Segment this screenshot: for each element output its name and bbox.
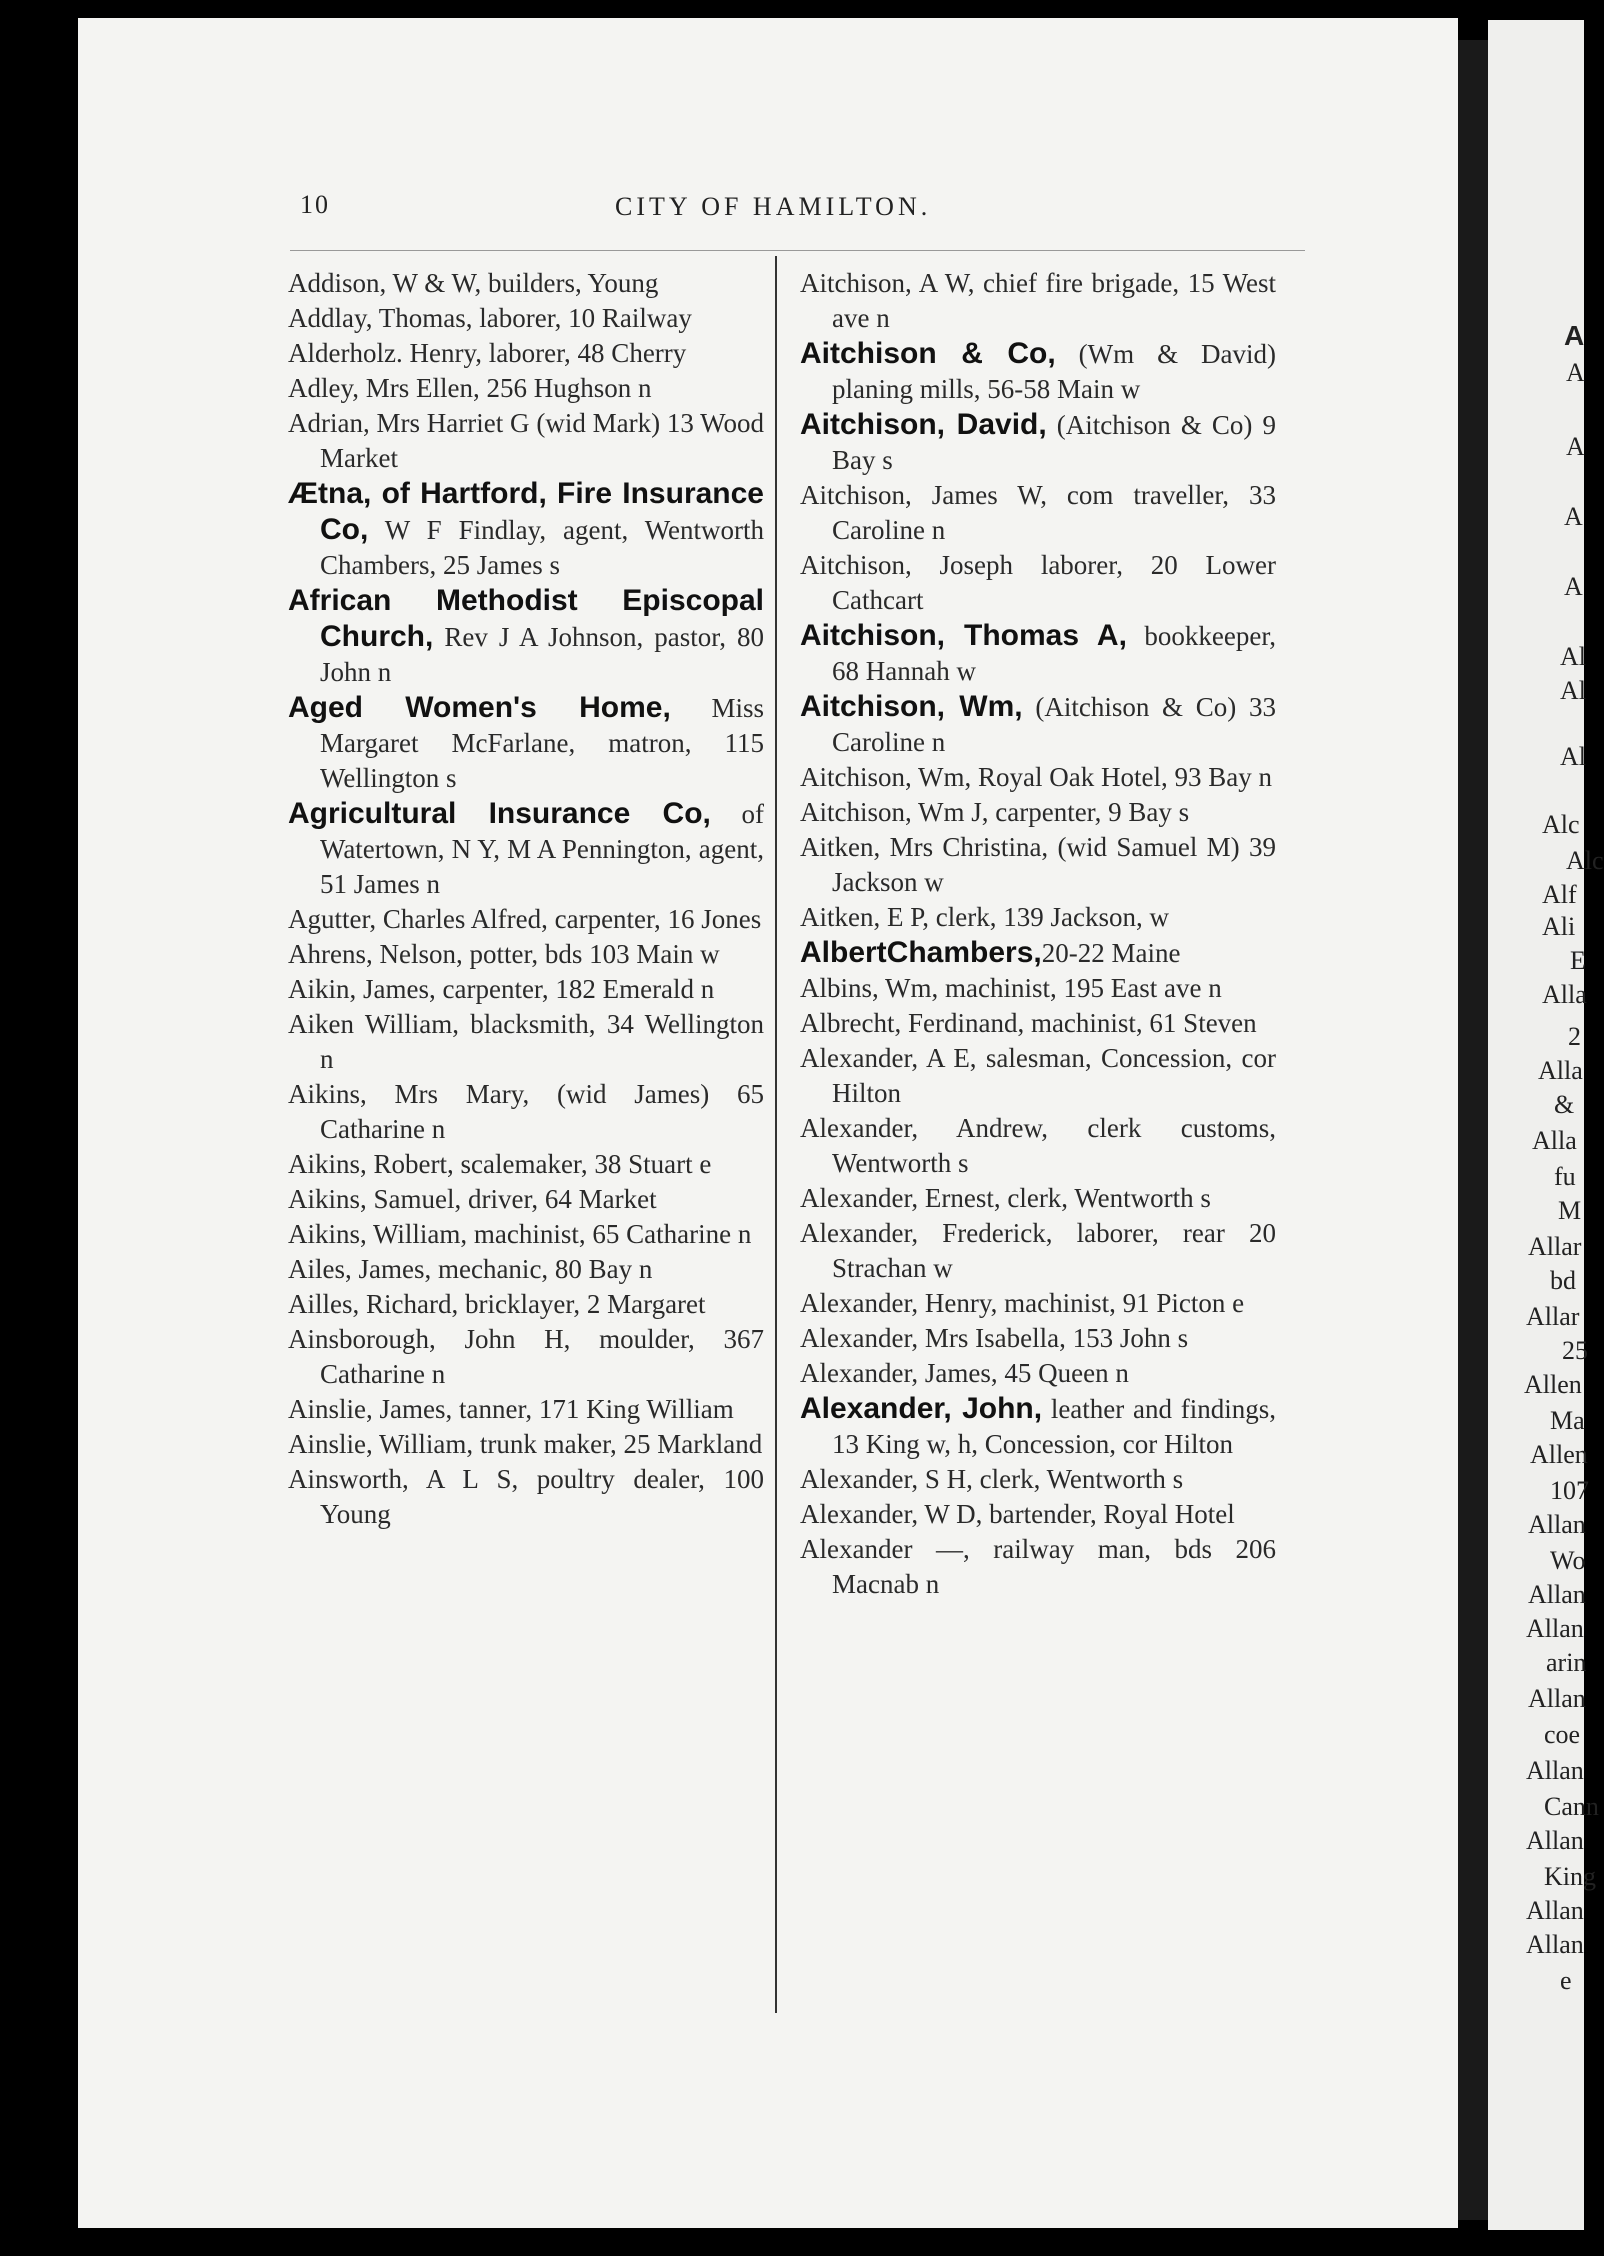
entry-details: A L S, poultry dealer, 100 Young [320,1464,764,1529]
entry-details: E P, clerk, 139 Jackson, w [880,902,1169,932]
left-column [288,266,764,1532]
adjacent-page-fragment: Wo [1550,1546,1586,1575]
directory-entry [288,583,764,690]
entry-name: Aitchison, [800,268,912,298]
entry-name: Ailles, [288,1289,360,1319]
adjacent-page-fragment: Allar [1528,1232,1582,1261]
adjacent-page-fragment: Alla [1532,1126,1577,1155]
directory-entry [800,1321,1276,1356]
entry-name: Aitchison & Co, [800,337,1056,370]
directory-entry [288,1217,764,1252]
adjacent-page-fragment: E [1570,946,1586,975]
entry-name: Ahrens, [288,939,373,969]
entry-details: Richard, bricklayer, 2 Margaret [359,1289,706,1319]
entry-name: Alexander —, [800,1534,970,1564]
directory-entry [800,548,1276,618]
adjacent-page-fragment: Ali [1542,912,1576,941]
entry-name: Aikins, [288,1184,367,1214]
directory-entry [288,371,764,406]
directory-entry [288,1147,764,1182]
adjacent-page-fragment: A [1564,502,1583,531]
directory-entry [288,796,764,902]
entry-details: Nelson, potter, bds 103 Main w [372,939,720,969]
directory-entry [288,1427,764,1462]
entry-name: Aitken, [800,832,881,862]
entry-details: Ferdinand, machinist, 61 Steven [901,1008,1257,1038]
directory-entry [800,1356,1276,1391]
entry-name: Alexander, [800,1183,919,1213]
directory-entry [800,1462,1276,1497]
directory-entry [288,1077,764,1147]
entry-details: Ernest, clerk, Wentworth s [918,1183,1211,1213]
entry-details: Thomas, laborer, 10 Railway [372,303,692,333]
entry-name: Aikins, [288,1149,367,1179]
entry-name: Adrian, [288,408,370,438]
entry-details: William, machinist, 65 Catharine n [366,1219,752,1249]
directory-entry [288,1462,764,1532]
entry-details: James, carpenter, 182 Emerald n [356,974,715,1004]
entry-details: Robert, scalemaker, 38 Stuart e [366,1149,712,1179]
entry-name: Aitchison, Wm, [800,690,1023,723]
entry-name: Aitchison, David, [800,408,1047,441]
entry-details: Mrs Mary, (wid James) 65 Catharine n [320,1079,764,1144]
entry-details: Mrs Isabella, 153 John s [918,1323,1189,1353]
adjacent-page-fragment: Allan [1526,1896,1584,1925]
directory-entry [800,900,1276,935]
adjacent-page-fragment: A [1566,432,1585,461]
adjacent-page-fragment: A [1564,572,1583,601]
directory-entry [800,689,1276,760]
adjacent-page-fragment: coe [1544,1720,1581,1749]
directory-entry [288,690,764,796]
adjacent-page-fragment: M [1558,1196,1582,1225]
entry-name: Alexander, [800,1113,919,1143]
adjacent-page-fragment: Allan [1528,1580,1586,1609]
entry-details: William, blacksmith, 34 Wellington n [320,1009,764,1074]
directory-entry [288,1287,764,1322]
entry-name: Ainsborough, [288,1324,436,1354]
adjacent-page-fragment: Allan [1528,1684,1586,1713]
entry-details: A W, chief fire brigade, 15 West ave n [832,268,1276,333]
entry-name: Ainslie, [288,1429,373,1459]
entry-details: W D, bartender, Royal Hotel [918,1499,1235,1529]
directory-entry [288,266,764,301]
adjacent-page-fragment: Allan [1528,1510,1586,1539]
entry-name: Alexander, [800,1358,919,1388]
directory-entry [800,618,1276,689]
entry-name: Addison, [288,268,387,298]
entry-details: (Aitchison & Co) 9 Bay s [832,410,1276,475]
entry-details: railway man, bds 206 Macnab n [832,1534,1276,1599]
directory-entry [288,902,764,937]
adjacent-page-fragment: & [1554,1090,1575,1119]
adjacent-page-fragment: Al [1560,742,1586,771]
adjacent-page-edge [1488,20,1604,2230]
entry-name: Alexander, [800,1499,919,1529]
entry-name: Aitken, [800,902,881,932]
entry-details: Mrs Harriet G (wid Mark) 13 Wood Market [320,408,764,473]
directory-entry [288,972,764,1007]
entry-name: Albrecht, [800,1008,902,1038]
adjacent-page-fragment: Cann [1544,1792,1599,1821]
entry-details: S H, clerk, Wentworth s [918,1464,1184,1494]
entry-name: Aikins, [288,1219,367,1249]
entry-name: Agutter, [288,904,377,934]
directory-entry [288,1322,764,1392]
directory-entry [800,935,1276,971]
directory-entry [288,336,764,371]
entry-details: John H, moulder, 367 Catharine n [320,1324,764,1389]
directory-entry [800,795,1276,830]
entry-name: Aitchison, [800,762,912,792]
directory-entry [288,1007,764,1077]
entry-name: Agricultural Insurance Co, [288,797,711,830]
adjacent-page-fragment: Al [1560,676,1586,705]
adjacent-page-fragment: Alc [1542,810,1580,839]
adjacent-page-fragment: Allen [1530,1440,1588,1469]
directory-entry [800,1041,1276,1111]
directory-entry [800,830,1276,900]
directory-entry [800,760,1276,795]
entry-name: Ainslie, [288,1394,373,1424]
directory-entry [288,476,764,583]
adjacent-page-fragment: Allan [1526,1930,1584,1959]
entry-name: Alderholz. [288,338,403,368]
header-rule [290,250,1305,251]
page-number: 10 [300,190,330,219]
adjacent-page-fragment: Allan [1526,1614,1584,1643]
entry-details: William, trunk maker, 25 Markland [372,1429,763,1459]
entry-name: Aitchison, Thomas A, [800,619,1127,652]
page-header [300,190,1000,230]
directory-entry [800,478,1276,548]
entry-details: Samuel, driver, 64 Market [366,1184,657,1214]
entry-name: Aitchison, [800,797,912,827]
adjacent-page-fragment: Allan [1526,1756,1584,1785]
entry-details: James, 45 Queen n [918,1358,1129,1388]
entry-details: Frederick, laborer, rear 20 Strachan w [832,1218,1276,1283]
directory-entry [800,1391,1276,1462]
entry-name: Alexander, [800,1218,919,1248]
entry-name: Aged Women's Home, [288,691,671,724]
entry-details: of Watertown, N Y, M A Pennington, agent, 51 James n [320,799,764,899]
adjacent-page-fragment: 107 [1550,1476,1589,1505]
entry-details: W F Findlay, agent, Wentworth Chambers, 25 James s [320,515,764,580]
entry-details: 20-22 Maine [1041,938,1181,968]
directory-entry [800,1181,1276,1216]
entry-details: (Aitchison & Co) 33 Caroline n [832,692,1276,757]
right-column [800,266,1276,1602]
page-gutter [1458,40,1488,2220]
entry-details: (Wm & David) planing mills, 56-58 Main w [832,339,1276,404]
adjacent-page-fragment: bd [1550,1266,1576,1295]
adjacent-page-fragment: arin [1546,1648,1587,1677]
entry-details: bookkeeper, 68 Hannah w [832,621,1276,686]
adjacent-page-fragment: 2 [1568,1022,1581,1051]
entry-name: Alexander, John, [800,1392,1043,1425]
entry-details: James, mechanic, 80 Bay n [351,1254,653,1284]
entry-name: Aitchison, [800,550,912,580]
adjacent-page-fragment: Al [1560,642,1586,671]
directory-entry [800,1006,1276,1041]
adjacent-page-fragment: 25 [1562,1336,1588,1365]
entry-details: Henry, laborer, 48 Cherry [402,338,687,368]
directory-entry [800,1286,1276,1321]
entry-name: Alexander, [800,1323,919,1353]
entry-details: leather and findings, 13 King w, h, Concession, cor Hilton [832,1394,1276,1459]
entry-details: Andrew, clerk customs, Wentworth s [832,1113,1276,1178]
entry-name: Aitchison, [800,480,912,510]
entry-name: Addlay, [288,303,373,333]
entry-name: Albins, [800,973,879,1003]
entry-name: Aikin, [288,974,357,1004]
entry-details: Wm, machinist, 195 East ave n [878,973,1222,1003]
directory-entry [800,336,1276,407]
directory-entry [288,301,764,336]
entry-name: Aiken [288,1009,354,1039]
running-title: CITY OF HAMILTON. [615,192,932,221]
entry-details: Mrs Ellen, 256 Hughson n [358,373,652,403]
entry-name: Alexander, [800,1043,919,1073]
adjacent-page-fragment: Alla [1538,1056,1583,1085]
entry-name: African Methodist Episcopal Church, [288,584,764,653]
directory-entry [800,266,1276,336]
adjacent-page-fragment: Allen [1524,1370,1582,1399]
adjacent-page-fragment: A [1566,358,1585,387]
adjacent-page-fragment: Alf [1542,880,1577,909]
adjacent-page-fragment: Allan [1526,1826,1584,1855]
entry-name: Aikins, [288,1079,367,1109]
entry-details: Wm, Royal Oak Hotel, 93 Bay n [911,762,1272,792]
adjacent-page-fragment: Alla [1542,980,1587,1009]
adjacent-page-fragment: e [1560,1966,1572,1995]
entry-name: Adley, [288,373,359,403]
entry-details: James W, com traveller, 33 Caroline n [832,480,1276,545]
entry-name: Alexander, [800,1288,919,1318]
directory-entry [800,1216,1276,1286]
entry-details: Miss Margaret McFarlane, matron, 115 Wellington s [320,693,764,793]
adjacent-page-fragment: King [1544,1862,1596,1891]
entry-name: AlbertChambers, [800,936,1042,969]
directory-entry [800,1532,1276,1602]
entry-details: Rev J A Johnson, pastor, 80 John n [320,622,764,687]
directory-entry [288,406,764,476]
entry-details: W & W, builders, Young [386,268,659,298]
adjacent-page-fragment: Ma [1550,1406,1585,1435]
directory-entry [800,1111,1276,1181]
directory-entry [800,407,1276,478]
entry-name: Alexander, [800,1464,919,1494]
entry-details: Charles Alfred, carpenter, 16 Jones [376,904,762,934]
directory-entry [800,1497,1276,1532]
entry-name: Ainsworth, [288,1464,409,1494]
adjacent-page-fragment: A [1564,320,1585,351]
entry-name: Ætna, of Hartford, Fire Insurance Co, [288,477,764,546]
adjacent-page-fragment: fu [1554,1162,1576,1191]
directory-entry [288,1252,764,1287]
directory-entry [288,1392,764,1427]
entry-details: A E, salesman, Concession, cor Hilton [832,1043,1276,1108]
entry-details: Henry, machinist, 91 Picton e [918,1288,1245,1318]
adjacent-page-fragment: Allar [1526,1302,1580,1331]
directory-entry [800,971,1276,1006]
adjacent-page-fragment: Alc [1566,846,1604,875]
entry-details: Joseph laborer, 20 Lower Cathcart [832,550,1276,615]
entry-details: James, tanner, 171 King William [372,1394,734,1424]
directory-entry [288,937,764,972]
entry-details: Wm J, carpenter, 9 Bay s [911,797,1190,827]
entry-details: Mrs Christina, (wid Samuel M) 39 Jackson w [832,832,1276,897]
column-divider [775,256,777,2013]
directory-entry [288,1182,764,1217]
entry-name: Ailes, [288,1254,352,1284]
